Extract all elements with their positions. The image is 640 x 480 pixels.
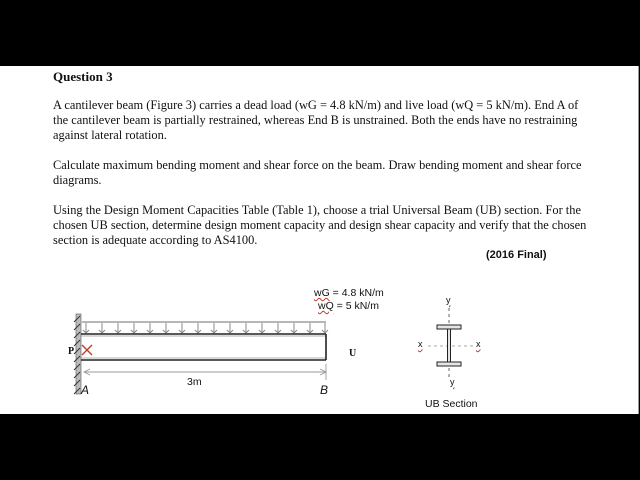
document-page — [0, 66, 639, 414]
ub-section-icon — [428, 308, 474, 378]
fixed-support-wall-icon — [74, 314, 81, 394]
end-a-label: A — [81, 383, 90, 397]
x-axis-left-label: x — [418, 339, 423, 349]
question-title: Question 3 — [53, 69, 113, 84]
dead-load-value: = 4.8 kN/m — [332, 287, 384, 299]
ub-section-caption: UB Section — [425, 398, 478, 410]
live-load-label — [318, 300, 379, 312]
question-paragraph-1: A cantilever beam (Figure 3) carries a dead load (wG = 4.8 kN/m) and live load (wQ = 5 kN/m). End A of the cantilever beam is partially restrained, whereas End B is unstrained. Both the ends have no restraining against lateral rotation. — [53, 98, 579, 142]
y-axis-top-label: y — [446, 295, 451, 305]
partial-restraint-cross-icon — [82, 345, 92, 355]
question-paragraph-2: Calculate maximum bending moment and shear force on the beam. Draw bending moment and shear force diagrams. — [53, 158, 582, 187]
exam-source-label: (2016 Final) — [486, 249, 547, 261]
y-axis-bottom-label: y — [450, 377, 455, 387]
end-b-restraint-label: U — [349, 348, 357, 359]
live-load-symbol: wQ — [318, 300, 334, 312]
question-paragraph-3: Using the Design Moment Capacities Table (Table 1), choose a trial Universal Beam (UB) section. For the chosen UB section, determine design moment capacity and design shear capacity and verify that the chosen section is adequate according to AS4100. — [53, 203, 587, 247]
dead-load-symbol: wG — [314, 287, 330, 299]
beam-figure — [0, 66, 638, 414]
dead-load-label — [314, 287, 384, 299]
live-load-value: = 5 kN/m — [336, 300, 379, 312]
end-b-label: B — [320, 383, 329, 397]
x-axis-right-label: x — [476, 339, 481, 349]
distributed-load-arrows-icon — [83, 323, 328, 333]
cantilever-beam — [81, 334, 326, 360]
end-a-restraint-label: P — [68, 346, 75, 357]
span-dimension-line — [84, 364, 326, 380]
span-length-label: 3m — [187, 376, 202, 388]
